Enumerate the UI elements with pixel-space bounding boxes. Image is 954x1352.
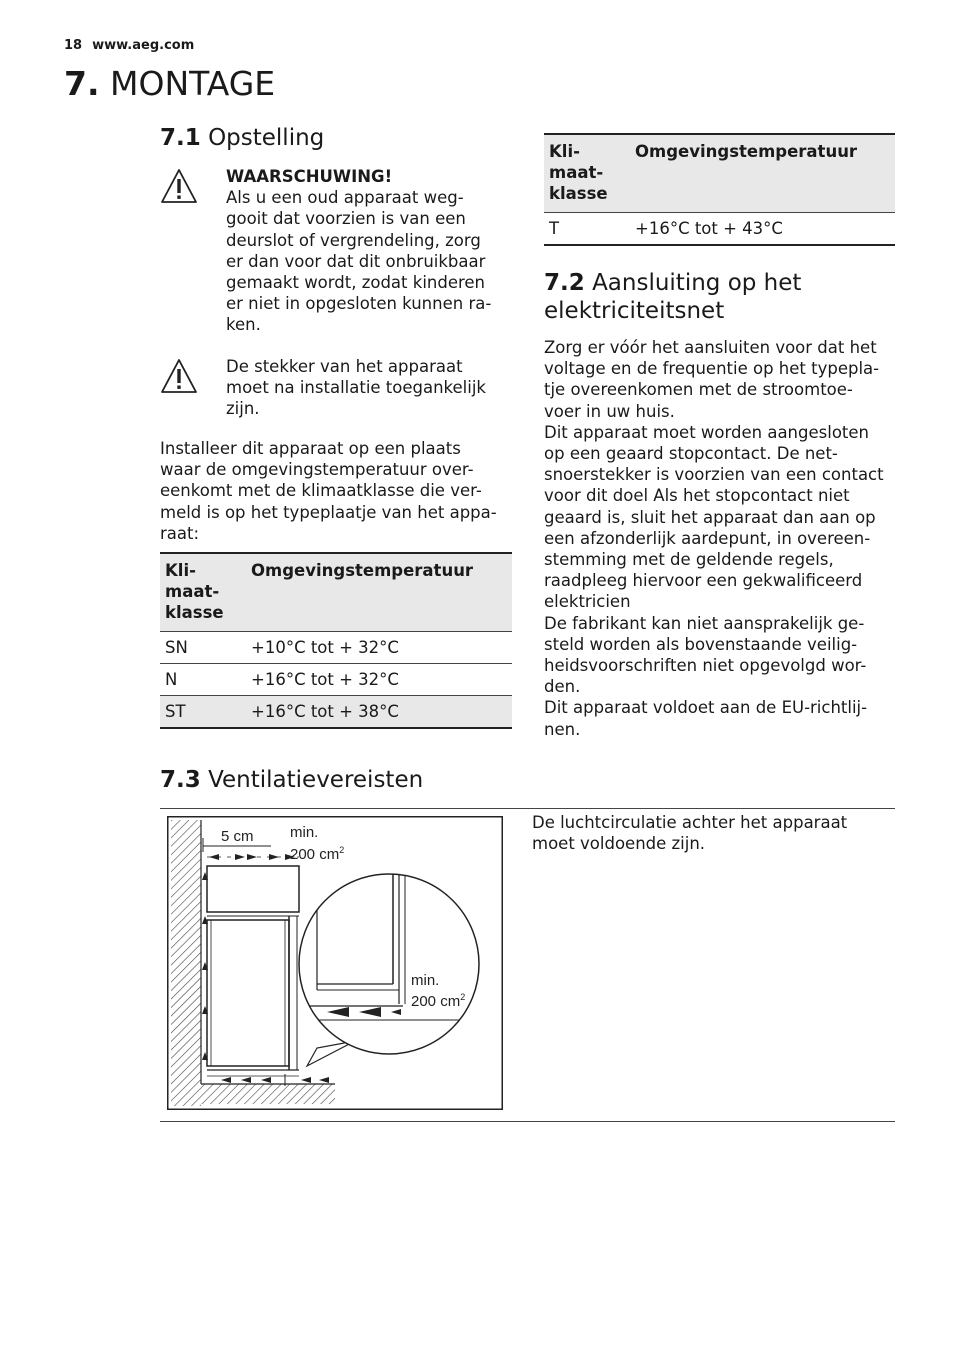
cell-class: N	[160, 664, 246, 696]
warning-line: gemaakt wordt, zodat kinderen	[226, 273, 486, 293]
climate-class-table-continued	[544, 133, 895, 246]
install-intro	[160, 438, 520, 544]
column-header-temperature: Omgevingstemperatuur	[630, 134, 895, 213]
warning-icon	[160, 168, 198, 204]
warning-line: er dan voor dat dit onbruikbaar	[226, 251, 486, 271]
intro-line: Installeer dit apparaat op een plaats	[160, 439, 461, 458]
table-header-row	[544, 134, 895, 213]
header-line: Kli-	[549, 142, 580, 161]
warning-line: deurslot of vergrendeling, zorg	[226, 230, 481, 250]
section-7-1-heading	[160, 124, 324, 152]
section-title-line: elektriciteitsnet	[544, 298, 725, 324]
table-row	[160, 696, 512, 729]
floor	[201, 1084, 335, 1104]
column-header-temperature: Omgevingstemperatuur	[246, 553, 512, 632]
warning-line: moet na installatie toegankelijk	[226, 378, 486, 398]
header-line: klasse	[549, 184, 608, 203]
body-line: Dit apparaat moet worden aangesloten	[544, 422, 869, 442]
warning-line: zijn.	[226, 399, 260, 419]
warning-line: er niet in opgesloten kunnen ra-	[226, 294, 492, 314]
text-line: De luchtcirculatie achter het apparaat	[532, 813, 848, 832]
warning-block-1	[226, 166, 516, 336]
warning-line: Als u een oud apparaat weg-	[226, 188, 464, 208]
intro-line: raat:	[160, 523, 200, 543]
cell-temperature: +16°C tot + 32°C	[246, 664, 512, 696]
cell-class: ST	[160, 696, 246, 729]
page-number: 18	[64, 38, 83, 53]
cell-temperature: +16°C tot + 43°C	[630, 213, 895, 246]
body-line: snoerstekker is voorzien van een contact	[544, 465, 884, 485]
chapter-name: MONTAGE	[110, 64, 276, 103]
body-line: geaard is, sluit het apparaat dan aan op	[544, 507, 876, 527]
detail-min-label: min.	[411, 972, 440, 989]
gap-label: 5 cm	[221, 828, 254, 845]
warning-line: ken.	[226, 315, 261, 335]
min-label: min.	[290, 824, 319, 841]
text-line: moet voldoende zijn.	[532, 834, 706, 854]
warning-line: gooit dat voorzien is van een	[226, 209, 466, 229]
warning-title: WAARSCHUWING!	[226, 167, 393, 186]
section-7-2-heading	[544, 269, 801, 325]
wall	[171, 820, 201, 1106]
body-line: op een geaard stopcontact. De net-	[544, 444, 838, 464]
section-title: Opstelling	[208, 125, 325, 151]
cell-class: SN	[160, 632, 246, 664]
electrical-body	[544, 337, 904, 740]
body-line: voltage en de frequentie op het typepla-	[544, 359, 880, 379]
body-line: Dit apparaat voldoet aan de EU-richtlij-	[544, 698, 868, 718]
cell-temperature: +10°C tot + 32°C	[246, 632, 512, 664]
body-line: nen.	[544, 719, 581, 739]
area-label: 200 $cm^2$	[290, 845, 345, 863]
body-line: raadpleeg hiervoor een gekwalificeerd	[544, 571, 863, 591]
ventilation-text	[532, 812, 892, 854]
cell-temperature: +16°C tot + 38°C	[246, 696, 512, 729]
body-line: een afzonderlijk aardepunt, in overeen-	[544, 528, 871, 548]
page-header	[64, 38, 194, 53]
column-header-class	[160, 553, 246, 632]
header-line: maat-	[549, 163, 604, 182]
warning-icon	[160, 358, 198, 394]
body-line: steld worden als bovenstaande veilig-	[544, 634, 858, 654]
body-line: De fabrikant kan niet aansprakelijk ge-	[544, 613, 865, 633]
table-row	[544, 213, 895, 246]
intro-line: waar de omgevingstemperatuur over-	[160, 460, 474, 480]
website-url: www.aeg.com	[92, 38, 195, 53]
section-rule-bottom	[160, 1121, 895, 1122]
section-number: 7.3	[160, 767, 201, 793]
body-line: stemming met de geldende regels,	[544, 550, 834, 570]
detail-magnifier	[299, 874, 479, 1054]
body-line: voer in uw huis.	[544, 401, 675, 421]
section-number: 7.1	[160, 125, 201, 151]
body-line: Zorg er vóór het aansluiten voor dat het	[544, 338, 877, 357]
appliance	[207, 920, 289, 1066]
chapter-title	[64, 64, 275, 103]
body-line: tje overeenkomen met de stroomtoe-	[544, 380, 853, 400]
warning-block-2	[226, 356, 516, 420]
section-7-3-heading	[160, 766, 423, 794]
table-header-row	[160, 553, 512, 632]
column-header-class	[544, 134, 630, 213]
body-line: den.	[544, 677, 581, 697]
section-title: Ventilatievereisten	[208, 767, 424, 793]
climate-class-table	[160, 552, 512, 729]
cell-class: T	[544, 213, 630, 246]
table-row	[160, 664, 512, 696]
body-line: elektricien	[544, 592, 631, 612]
header-line: Kli-	[165, 561, 196, 580]
header-line: maat-	[165, 582, 220, 601]
ventilation-diagram	[167, 816, 503, 1110]
chapter-number: 7.	[64, 64, 100, 103]
intro-line: eenkomt met de klimaatklasse die ver-	[160, 481, 482, 501]
body-line: heidsvoorschriften niet opgevolgd wor-	[544, 656, 867, 676]
warning-line: De stekker van het apparaat	[226, 357, 463, 376]
detail-area-label: 200 $cm^2$	[411, 992, 466, 1010]
section-rule-top	[160, 808, 895, 809]
header-line: klasse	[165, 603, 224, 622]
table-row	[160, 632, 512, 664]
section-title-line: Aansluiting op het	[592, 270, 802, 296]
intro-line: meld is op het typeplaatje van het appa-	[160, 502, 497, 522]
section-number: 7.2	[544, 270, 585, 296]
body-line: voor dit doel Als het stopcontact niet	[544, 486, 850, 506]
